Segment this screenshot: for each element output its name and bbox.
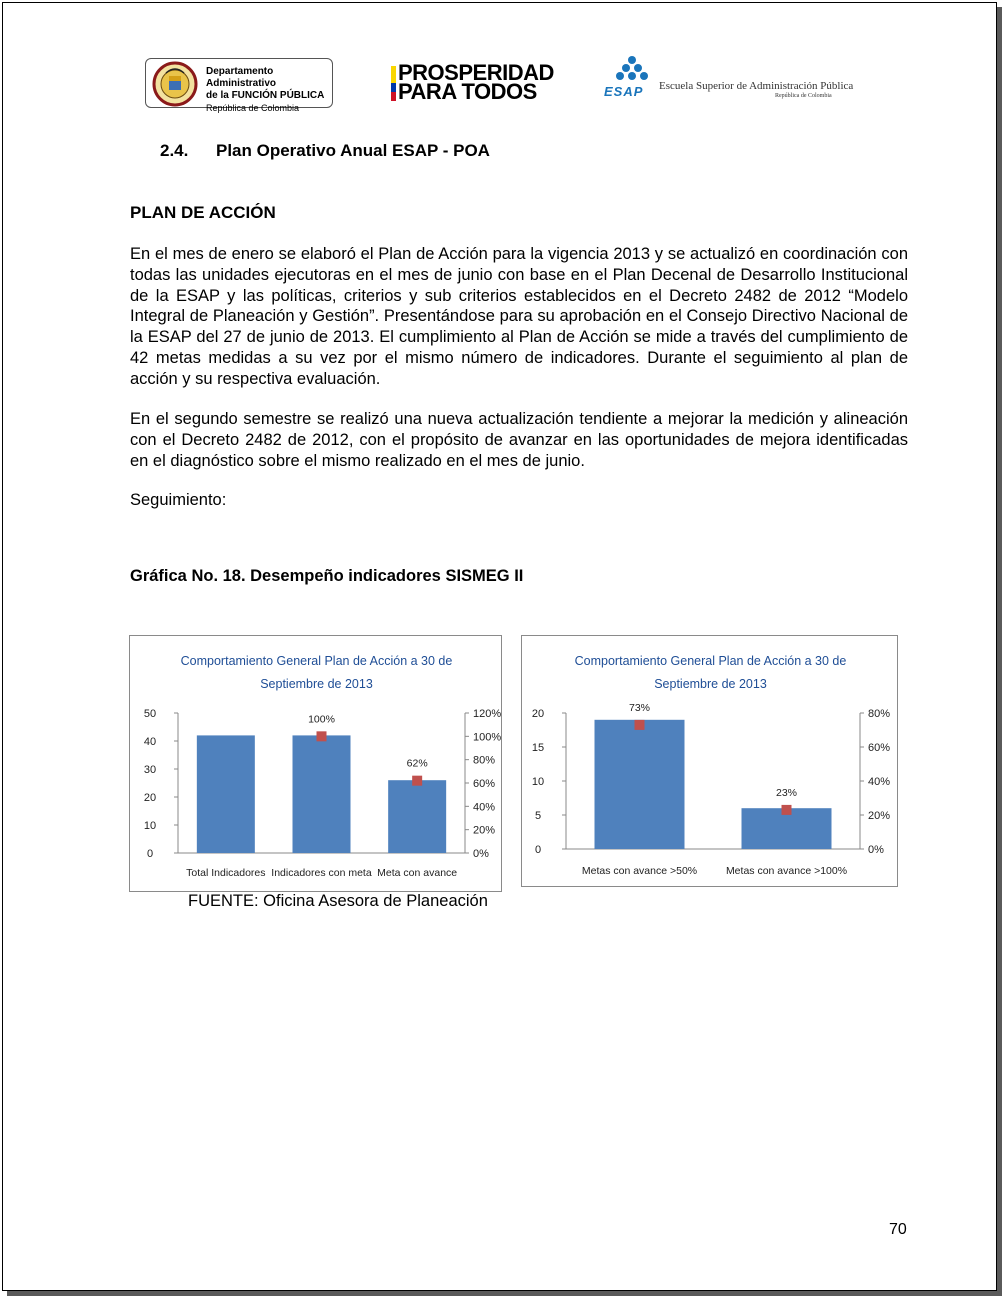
- percent-marker: [412, 776, 422, 786]
- page-number: 70: [889, 1221, 907, 1238]
- percent-marker: [317, 731, 327, 741]
- y-tick-label: 0: [534, 844, 542, 856]
- chart-1: [129, 635, 502, 892]
- percent-data-label: 73%: [628, 701, 651, 714]
- prosperidad-line2: PARA TODOS: [398, 79, 537, 104]
- funcion-line2: de la FUNCIÓN PÚBLICA: [206, 90, 325, 101]
- y-tick-label: 10: [143, 820, 157, 832]
- y2-tick-label: 60%: [473, 778, 496, 790]
- percent-marker: [782, 805, 792, 815]
- percent-data-label: 62%: [406, 757, 428, 770]
- y2-tick-label: 20%: [473, 824, 496, 837]
- seguimiento-label: Seguimiento:: [130, 491, 227, 509]
- chart-2: [521, 635, 898, 887]
- esap-sub: República de Colombia: [775, 93, 832, 99]
- y-tick-label: 30: [143, 764, 157, 776]
- chart-title-line: Comportamiento General Plan de Acción a 30 de: [574, 654, 847, 668]
- grafica-title: Gráfica No. 18. Desempeño indicadores SISMEG II: [130, 567, 524, 585]
- fuente-caption: FUENTE: Oficina Asesora de Planeación: [188, 892, 488, 910]
- section-title: Plan Operativo Anual ESAP - POA: [216, 141, 490, 160]
- funcion-line3: República de Colombia: [206, 103, 300, 113]
- y-tick-label: 0: [146, 848, 154, 860]
- y-tick-label: 15: [531, 742, 545, 754]
- category-label: Metas con avance >100%: [725, 865, 848, 877]
- y-tick-label: 40: [143, 736, 157, 748]
- bar: [293, 735, 351, 853]
- funcion-line1: Departamento Administrativo: [206, 66, 277, 89]
- percent-data-label: 100%: [308, 713, 335, 726]
- bar: [197, 735, 255, 853]
- y2-tick-label: 0%: [473, 848, 489, 860]
- paragraph-1: En el mes de enero se elaboró el Plan de Acción para la vigencia 2013 y se actualizó en coordinación con todas las unidades ejecutoras en el mes de junio con base en el Plan Decenal de Desarrollo Institucional de la ESAP y las políticas, criterios y sub criterios establecidos en el Decreto 2482 de 2012 “Modelo Integral de Planeación y Gestión”. Presentándose para su aprobación en el Consejo Directivo Nacional de la ESAP del 27 de junio de 2013. El cumplimiento al Plan de Acción se mide a través del cumplimiento de 42 metas medidas a su vez por el mismo número de indicadores. Durante el seguimiento al plan de acción y su respectiva evaluación.: [130, 245, 908, 388]
- y2-tick-label: 120%: [473, 708, 502, 720]
- category-label: Metas con avance >50%: [581, 865, 698, 877]
- funcion-publica-text: [206, 66, 332, 114]
- y2-tick-label: 80%: [868, 708, 891, 720]
- section-number: 2.4.: [160, 141, 189, 160]
- prosperidad-line1: PROSPERIDAD: [398, 60, 554, 85]
- funcion-publica-logo: [145, 58, 333, 113]
- y2-tick-label: 40%: [473, 801, 496, 814]
- y-tick-label: 20: [531, 708, 545, 720]
- y2-tick-label: 80%: [473, 754, 496, 767]
- y2-tick-label: 100%: [473, 731, 502, 744]
- esap-word: ESAP: [604, 84, 644, 99]
- y2-tick-label: 40%: [868, 776, 891, 788]
- chart-2-svg: [522, 636, 899, 888]
- bar: [595, 720, 685, 849]
- prosperidad-logo: [398, 60, 554, 104]
- chart-1-svg: [130, 636, 503, 893]
- y2-tick-label: 0%: [868, 844, 884, 856]
- plan-title: PLAN DE ACCIÓN: [130, 203, 276, 222]
- y-tick-label: 5: [534, 810, 542, 822]
- bar: [388, 780, 446, 853]
- chart-title-line: Septiembre de 2013: [654, 677, 767, 691]
- chart-title-line: Comportamiento General Plan de Acción a 30 de: [180, 654, 453, 668]
- esap-logo-icon: [610, 55, 654, 85]
- percent-data-label: 23%: [775, 786, 798, 799]
- chart-title-line: Septiembre de 2013: [260, 677, 373, 691]
- y-tick-label: 20: [143, 792, 157, 804]
- category-label: Meta con avance: [377, 867, 458, 879]
- percent-marker: [635, 720, 645, 730]
- colombia-flag-icon: [391, 66, 396, 101]
- colombia-seal-icon: [148, 59, 204, 109]
- category-label: Total Indicadores: [186, 867, 266, 879]
- y-tick-label: 10: [531, 776, 545, 788]
- y2-tick-label: 60%: [868, 742, 891, 754]
- esap-name: Escuela Superior de Administración Pública: [659, 80, 854, 92]
- y-tick-label: 50: [143, 708, 157, 720]
- paragraph-2: En el segundo semestre se realizó una nueva actualización tendiente a mejorar la medición y alineación con el Decreto 2482 de 2012, con el propósito de avanzar en las oportunidades de mejora identificadas en el diagnóstico sobre el mismo realizado en el mes de junio.: [130, 410, 908, 470]
- y2-tick-label: 20%: [868, 810, 891, 822]
- category-label: Indicadores con meta: [271, 867, 372, 879]
